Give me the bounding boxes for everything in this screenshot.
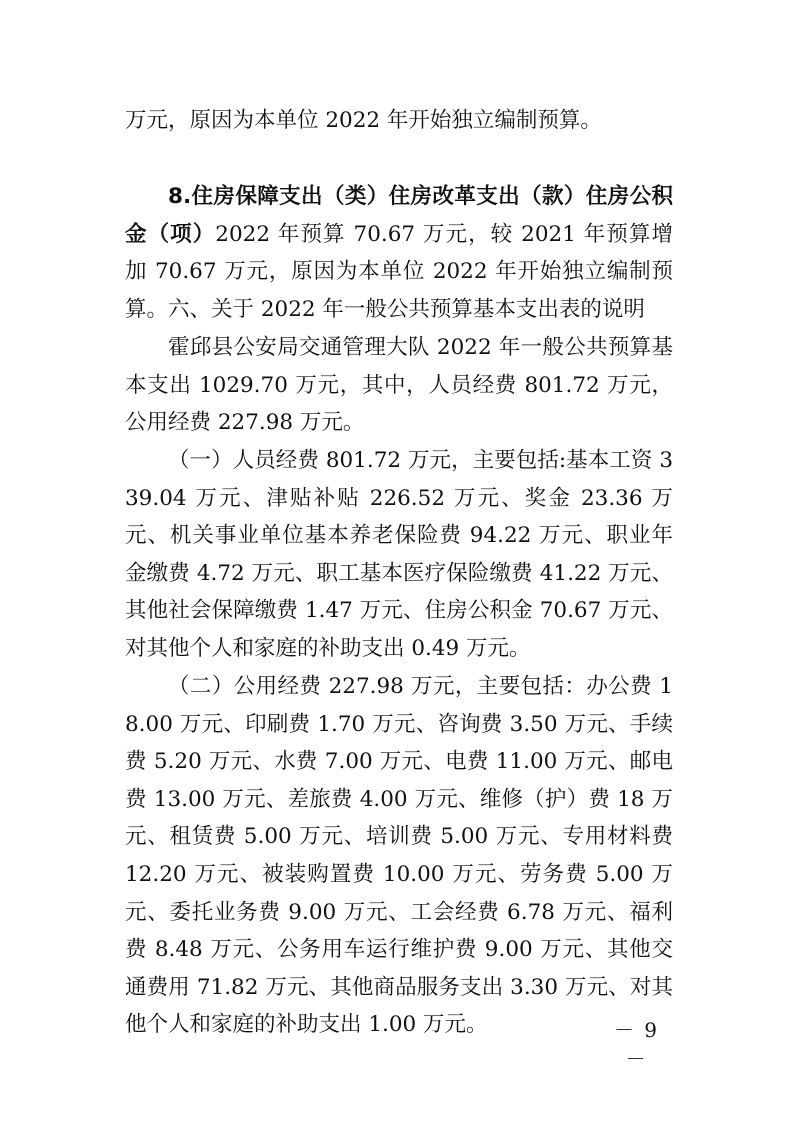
section-heading-housing-fund: 8.住房保障支出（类）住房改革支出（款）住房公积金（项）	[125, 184, 673, 247]
page-number: － 9 －	[613, 1018, 660, 1071]
paragraph-housing-fund-body: 2022 年预算 70.67 万元，较 2021 年预算增加 70.67 万元，原因为本单位 2022 年开始独立编制预算。	[125, 221, 673, 322]
section-heading-basic-expenditure: 六、关于 2022 年一般公共预算基本支出表的说明	[168, 297, 645, 322]
paragraph-personnel-expenses: （一）人员经费 801.72 万元，主要包括:基本工资 339.04 万元、津贴补贴 226.52 万元、奖金 23.36 万元、机关事业单位基本养老保险费 94.22 万元、职业年金缴费 4.72 万元、职工基本医疗保险缴费 41.22 万元、其他社会保障缴费 1.47 万元、住房公积金 70.67 万元、对其他个人和家庭的补助支出 0.49 万元。	[125, 448, 673, 661]
paragraph-continuation: 万元，原因为本单位 2022 年开始独立编制预算。	[125, 108, 602, 133]
paragraph-public-expenses: （二）公用经费 227.98 万元，主要包括：办公费 18.00 万元、印刷费 1.70 万元、咨询费 3.50 万元、手续费 5.20 万元、水费 7.00 万元、电费 11.00 万元、邮电费 13.00 万元、差旅费 4.00 万元、维修（护）费 18 万元、租赁费 5.00 万元、培训费 5.00 万元、专用材料费 12.20 万元、被装购置费 10.00 万元、劳务费 5.00 万元、委托业务费 9.00 万元、工会经费 6.78 万元、福利费 8.48 万元、公务用车运行维护费 9.00 万元、其他交通费用 71.82 万元、其他商品服务支出 3.30 万元、对其他个人和家庭的补助支出 1.00 万元。	[125, 674, 673, 1038]
paragraph-basic-expenditure-summary: 霍邱县公安局交通管理大队 2022 年一般公共预算基本支出 1029.70 万元，其中，人员经费 801.72 万元，公用经费 227.98 万元。	[125, 335, 673, 436]
